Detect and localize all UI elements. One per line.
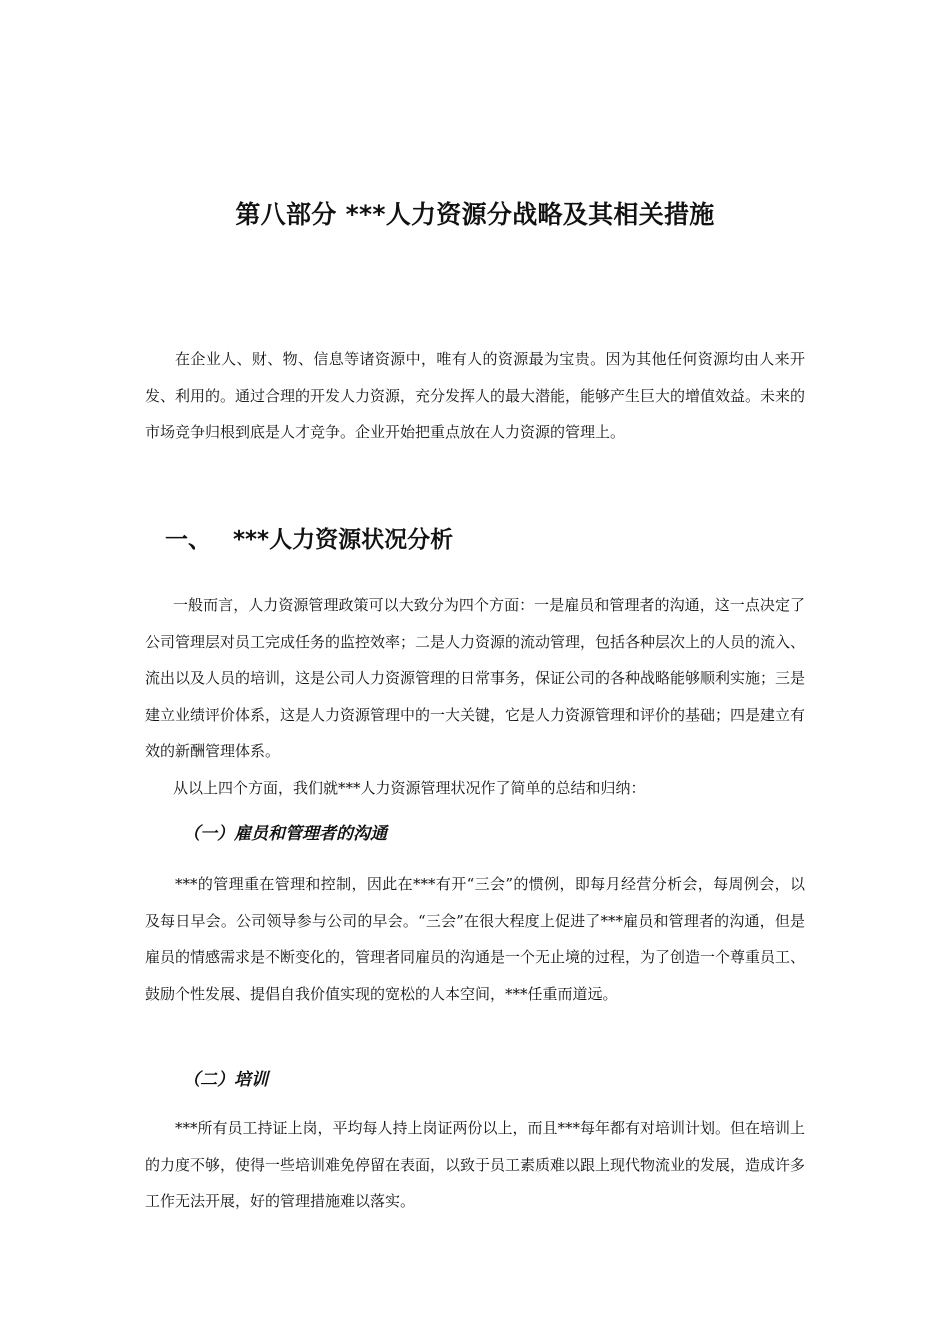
communication-paragraph: ***的管理重在管理和控制，因此在***有开“三会”的惯例，即每月经营分析会，每周例会，以及每日早会。公司领导参与公司的早会。“三会”在很大程度上促进了***雇员和管理者的沟通，但是雇员的情感需求是不断变化的，管理者同雇员的沟通是一个无止境的过程，为了创造一个尊重员工、鼓励个性发展、提倡自我价值实现的宽松的人本空间，***任重而道远。 bbox=[145, 875, 806, 1003]
document-title: 第八部分 ***人力资源分战略及其相关措施 bbox=[235, 200, 715, 229]
subsection-heading-training: （二）培训 bbox=[183, 1070, 268, 1090]
intro-paragraph: 在企业人、财、物、信息等诸资源中，唯有人的资源最为宝贵。因为其他任何资源均由人来开发、利用的。通过合理的开发人力资源，充分发挥人的最大潜能，能够产生巨大的增值效益。未来的市场竞争归根到底是人才竞争。企业开始把重点放在人力资源的管理上。 bbox=[145, 350, 806, 441]
section-title: ***人力资源状况分析 bbox=[233, 527, 454, 553]
section-paragraph-1: 一般而言，人力资源管理政策可以大致分为四个方面：一是雇员和管理者的沟通，这一点决定了公司管理层对员工完成任务的监控效率；二是人力资源的流动管理，包括各种层次上的人员的流入、流出以及人员的培训，这是公司人力资源管理的日常事务，保证公司的各种战略能够顺利实施；三是建立业绩评价体系，这是人力资源管理中的一大关键，它是人力资源管理和评价的基础；四是建立有效的新酬管理体系。 bbox=[145, 596, 806, 760]
section-number: 一、 bbox=[165, 527, 211, 553]
subsection-heading-communication: （一）雇员和管理者的沟通 bbox=[183, 824, 387, 844]
section-heading bbox=[165, 520, 453, 560]
training-paragraph: ***所有员工持证上岗，平均每人持上岗证两份以上，而且***每年都有对培训计划。但在培训上的力度不够，使得一些培训难免停留在表面，以致于员工素质难以跟上现代物流业的发展，造成许多工作无法开展，好的管理措施难以落实。 bbox=[145, 1119, 806, 1210]
section-paragraph-2: 从以上四个方面，我们就***人力资源管理状况作了简单的总结和归纳： bbox=[173, 779, 646, 797]
